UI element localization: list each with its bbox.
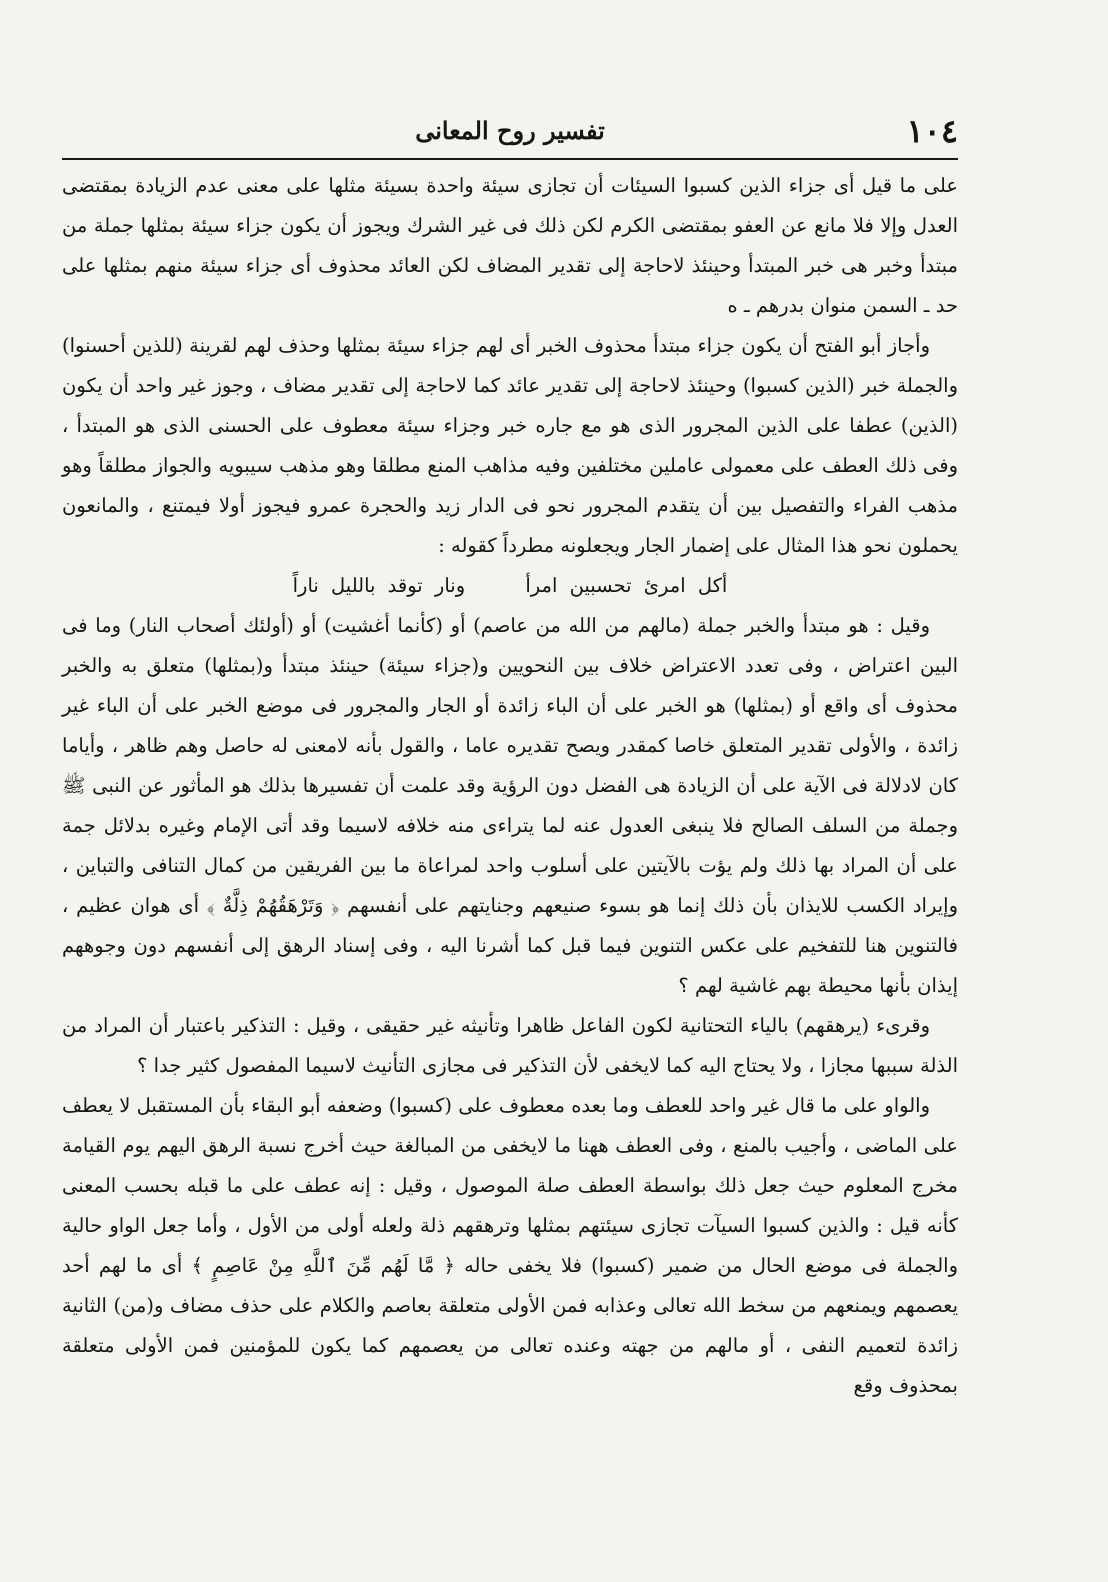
running-title: تفسير روح المعانى (415, 116, 605, 145)
paragraph: على ما قيل أى جزاء الذين كسبوا السيئات أن تجازى سيئة واحدة بسيئة مثلها على معنى عدم الزيادة بمقتضى العدل وإلا فلا مانع عن العفو بمقتضى الكرم لكن ذلك فى غير الشرك ويجوز أن يكون جزاء سيئة بمثلها جملة من مبتدأ وخبر هى خبر المبتدأ وحينئذ لاحاجة إلى تقدير المضاف لكن العائد محذوف أى جزاء سيئة منهم بمثلها على حد ـ السمن منوان بدرهم ـ ه (62, 174, 958, 317)
poetry-verse (62, 566, 958, 606)
body-text (62, 166, 958, 1406)
paragraph: وأجاز أبو الفتح أن يكون جزاء مبتدأ محذوف الخبر أى لهم جزاء سيئة بمثلها وحذف لهم لقرينة (للذين أحسنوا) والجملة خبر (الذين كسبوا) وحينئذ لاحاجة إلى تقدير عائد كما لاحاجة إلى تقدير مضاف ، وجوز غير واحد أن يكون (الذين) عطفا على الذين المجرور الذى هو مع جاره خبر وجزاء سيئة معطوف على الحسنى الذى هو المبتدأ ، وفى ذلك العطف على معمولى عاملين مختلفين وفيه مذاهب المنع مطلقا وهو مذهب سيبويه والجواز مطلقاً وهو مذهب الفراء والتفصيل بين أن يتقدم المجرور نحو فى الدار زيد والحجرة عمرو فيجوز أولا فيمتنع ، والمانعون يحملون نحو هذا المثال على إضمار الجار ويجعلونه مطرداً كقوله : (62, 334, 958, 557)
page-number: ١٠٤ (906, 112, 958, 150)
verse-first-hemistich: أكل امرئ تحسبين امرأ (525, 574, 728, 597)
header-rule (62, 158, 958, 160)
paragraph: والواو على ما قال غير واحد للعطف وما بعده معطوف على (كسبوا) وضعفه أبو البقاء بأن المستقبل لا يعطف على الماضى ، وأجيب بالمنع ، وفى العطف ههنا ما لايخفى من المبالغة حيث أخرج نسبة الرهق اليهم يوم القيامة مخرج المعلوم حيث جعل ذلك بواسطة العطف صلة الموصول ، وقيل : إنه عطف على ما قبله بحسب المعنى كأنه قيل : والذين كسبوا السيآت تجازى سيئتهم بمثلها وترهقهم ذلة ولعله أولى من الأول ، وأما جعل الواو حالية والجملة فى موضع الحال من ضمير (كسبوا) فلا يخفى حاله ﴿ مَّا لَهُم مِّنَ ٱللَّهِ مِنْ عَاصِمٍ ﴾ أى ما لهم أحد يعصمهم ويمنعهم من سخط الله تعالى وعذابه فمن الأولى متعلقة بعاصم والكلام على حذف مضاف و(من) الثانية زائدة لتعميم النفى ، أو مالهم من جهته وعنده تعالى من يعصمهم كما يكون للمؤمنين فمن الأولى متعلقة بمحذوف وقع (62, 1094, 958, 1397)
page-header (62, 112, 958, 156)
paragraph: وقرىء (يرهقهم) بالياء التحتانية لكون الفاعل ظاهرا وتأنيثه غير حقيقى ، وقيل : التذكير باعتبار أن المراد من الذلة سببها مجازا ، ولا يحتاج اليه كما لايخفى لأن التذكير فى مجازى التأنيث لاسيما المفصول كثير جدا ؟ (62, 1014, 958, 1077)
verse-second-hemistich: ونار توقد بالليل ناراً (292, 574, 466, 597)
paragraph: وقيل : هو مبتدأ والخبر جملة (مالهم من الله من عاصم) أو (كأنما أغشيت) أو (أولئك أصحاب النار) وما فى البين اعتراض ، وفى تعدد الاعتراض خلاف بين النحويين و(جزاء سيئة) حينئذ مبتدأ و(بمثلها) متعلق به والخبر محذوف أى واقع أو (بمثلها) هو الخبر على أن الباء زائدة أو الجار والمجرور فى موضع الخبر على أن الباء غير زائدة ، والأولى تقدير المتعلق خاصا كمقدر ويصح تقديره عاما ، والقول بأنه لامعنى له حاصل وهم ظاهر ، وأياما كان لادلالة فى الآية على أن الزيادة هى الفضل دون الرؤية وقد علمت أن تفسيرها بذلك هو المأثور عن النبى ﷺ وجملة من السلف الصالح فلا ينبغى العدول عنه لما يتراءى منه خلافه لاسيما وقد أتى الإمام وغيره بدلائل جمة على أن المراد بها ذلك ولم يؤت بالآيتين على أسلوب واحد لمراعاة ما بين الفريقين من كمال التنافى والتباين ، وإيراد الكسب للايذان بأن ذلك إنما هو بسوء صنيعهم وجنايتهم على أنفسهم ﴿ وَتَرْهَقُهُمْ ذِلَّةٌ ﴾ أى هوان عظيم ، فالتنوين هنا للتفخيم على عكس التنوين فيما قبل كما أشرنا اليه ، وفى إسناد الرهق إلى أنفسهم دون وجوههم إيذان بأنها محيطة بهم غاشية لهم ؟ (62, 614, 958, 997)
